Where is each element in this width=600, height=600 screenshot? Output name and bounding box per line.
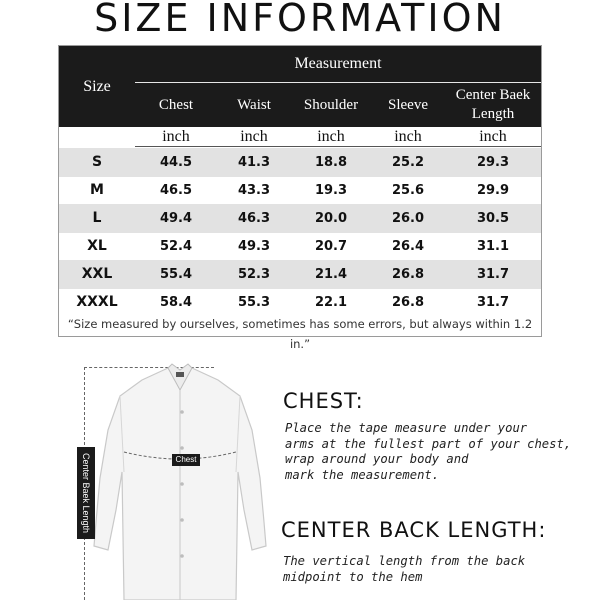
- page-title: SIZE INFORMATION: [94, 0, 506, 40]
- chest-instruction-line: Place the tape measure under your: [285, 421, 528, 435]
- back-length-instructions: [283, 554, 525, 585]
- unit-label: inch: [479, 128, 507, 145]
- chest-heading: CHEST:: [283, 389, 364, 413]
- column-header-sleeve: Sleeve: [388, 96, 428, 113]
- size-cell: XXXL: [76, 294, 118, 310]
- value-cell: 31.7: [476, 295, 510, 310]
- size-cell: XL: [87, 238, 107, 254]
- value-cell: 49.3: [237, 239, 271, 254]
- value-cell: 55.4: [159, 267, 193, 282]
- table-row: [59, 260, 541, 289]
- chest-instruction-line: wrap around your body and: [285, 452, 469, 466]
- column-header-shoulder: Shoulder: [303, 96, 359, 113]
- chest-instruction-line: mark the measurement.: [285, 467, 440, 482]
- unit-divider: [135, 146, 541, 147]
- unit-label: inch: [162, 128, 190, 145]
- column-header-waist: Waist: [237, 96, 271, 113]
- size-cell: L: [92, 210, 102, 226]
- value-cell: 43.3: [237, 183, 271, 198]
- value-cell: 52.3: [237, 267, 271, 282]
- size-table: [58, 45, 542, 351]
- value-cell: 31.7: [476, 267, 510, 282]
- value-cell: 20.7: [314, 239, 348, 254]
- table-row: [59, 148, 541, 177]
- value-cell: 49.4: [159, 211, 193, 226]
- back-length-instruction-line: The vertical length from the back: [283, 554, 526, 568]
- value-cell: 26.0: [391, 211, 425, 226]
- chest-tag: Chest: [172, 454, 200, 466]
- value-cell: 25.6: [391, 183, 425, 198]
- value-cell: 52.4: [159, 239, 193, 254]
- value-cell: 46.5: [159, 183, 193, 198]
- table-row: [59, 232, 541, 261]
- unit-label: inch: [240, 128, 268, 145]
- unit-label: inch: [317, 128, 345, 145]
- value-cell: 46.3: [237, 211, 271, 226]
- value-cell: 55.3: [237, 295, 271, 310]
- table-header: [59, 46, 541, 127]
- value-cell: 21.4: [314, 267, 348, 282]
- value-cell: 58.4: [159, 295, 193, 310]
- value-cell: 31.1: [476, 239, 510, 254]
- value-cell: 29.9: [476, 183, 510, 198]
- size-cell: S: [91, 154, 103, 170]
- column-header-center-back-length: Center Baek Length: [455, 87, 531, 122]
- value-cell: 22.1: [314, 295, 348, 310]
- center-back-length-tag: Center Baek Length: [77, 447, 95, 539]
- measurement-header: Measurement: [294, 55, 382, 72]
- size-cell: M: [90, 182, 104, 198]
- value-cell: 25.2: [391, 155, 425, 170]
- size-cell: XXL: [81, 266, 113, 282]
- unit-label: inch: [394, 128, 422, 145]
- value-cell: 41.3: [237, 155, 271, 170]
- table-row: [59, 204, 541, 233]
- table-row: [59, 288, 541, 317]
- value-cell: 44.5: [159, 155, 193, 170]
- value-cell: 26.4: [391, 239, 425, 254]
- size-header: Size: [83, 77, 111, 95]
- value-cell: 30.5: [476, 211, 510, 226]
- back-length-heading: CENTER BACK LENGTH:: [281, 518, 547, 542]
- table-row: [59, 176, 541, 205]
- value-cell: 26.8: [391, 295, 425, 310]
- measurement-note: “Size measured by ourselves, sometimes has some errors, but always within 1.2 in.”: [67, 317, 533, 351]
- value-cell: 19.3: [314, 183, 348, 198]
- column-header-chest: Chest: [158, 96, 194, 113]
- back-length-instruction-line: midpoint to the hem: [283, 569, 423, 584]
- value-cell: 29.3: [476, 155, 510, 170]
- unit-row: [59, 127, 541, 147]
- value-cell: 26.8: [391, 267, 425, 282]
- value-cell: 20.0: [314, 211, 348, 226]
- chest-instruction-line: arms at the fullest part of your chest,: [285, 436, 572, 451]
- chest-instructions: [285, 421, 571, 483]
- value-cell: 18.8: [314, 155, 348, 170]
- shirt-illustration: [80, 360, 280, 600]
